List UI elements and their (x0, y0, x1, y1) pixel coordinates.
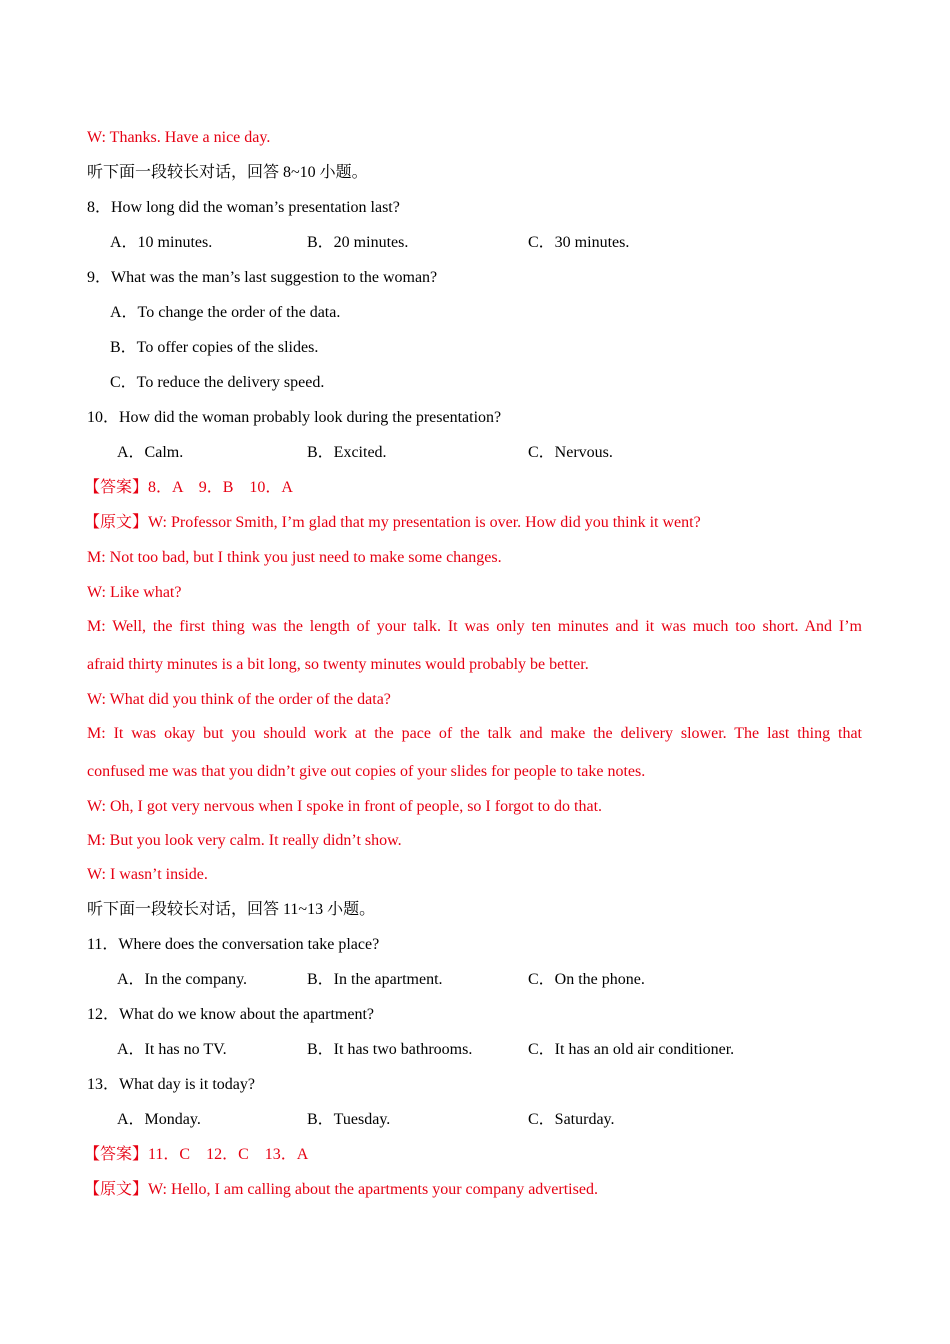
q13-option-a: A．Monday. (117, 1111, 201, 1128)
answer-values: 8．A 9．B 10．A (148, 479, 293, 496)
transcript-line: W: Thanks. Have a nice day. (87, 129, 271, 146)
q9-option-c: C．To reduce the delivery speed. (110, 374, 325, 391)
question-11: 11．Where does the conversation take place? (87, 936, 380, 953)
q11-option-b: B．In the apartment. (307, 971, 443, 988)
answer-key (84, 1145, 308, 1165)
q9-option-a: A．To change the order of the data. (110, 304, 341, 321)
q8-option-c: C．30 minutes. (528, 234, 630, 251)
transcript-line: W: What did you think of the order of the data? (87, 691, 391, 708)
q11-option-c: C．On the phone. (528, 971, 645, 988)
transcript-line: M: But you look very calm. It really didn’t show. (87, 832, 402, 849)
section-instruction: 听下面一段较长对话，回答 8~10 小题。 (87, 164, 368, 181)
answer-key (84, 478, 293, 498)
q8-option-a: A．10 minutes. (110, 234, 213, 251)
section-instruction: 听下面一段较长对话，回答 11~13 小题。 (87, 901, 376, 918)
transcript-tag: 【原文】 (84, 1181, 149, 1198)
transcript-line (84, 1180, 598, 1200)
transcript-line: M: Not too bad, but I think you just need to make some changes. (87, 549, 502, 566)
transcript-line: W: Oh, I got very nervous when I spoke in front of people, so I forgot to do that. (87, 798, 603, 815)
transcript-line: afraid thirty minutes is a bit long, so twenty minutes would probably be better. (87, 656, 589, 673)
q12-option-b: B．It has two bathrooms. (307, 1041, 473, 1058)
q9-option-b: B．To offer copies of the slides. (110, 339, 319, 356)
q12-option-a: A．It has no TV. (117, 1041, 227, 1058)
question-8: 8．How long did the woman’s presentation last? (87, 199, 400, 216)
answer-tag: 【答案】 (84, 1146, 149, 1163)
answer-tag: 【答案】 (84, 479, 149, 496)
transcript-tag: 【原文】 (84, 514, 149, 531)
q12-option-c: C．It has an old air conditioner. (528, 1041, 735, 1058)
answer-values: 11．C 12．C 13．A (148, 1146, 309, 1163)
transcript-line: M: It was okay but you should work at the pace of the talk and make the delivery slower. The last thing that (87, 725, 862, 742)
q10-option-a: A．Calm. (117, 444, 184, 461)
q13-option-c: C．Saturday. (528, 1111, 615, 1128)
q13-option-b: B．Tuesday. (307, 1111, 391, 1128)
transcript-line: confused me was that you didn’t give out copies of your slides for people to take notes. (87, 763, 646, 780)
question-13: 13．What day is it today? (87, 1076, 255, 1093)
q11-option-a: A．In the company. (117, 971, 248, 988)
q8-option-b: B．20 minutes. (307, 234, 409, 251)
q10-option-c: C．Nervous. (528, 444, 613, 461)
transcript-line: M: Well, the first thing was the length of your talk. It was only ten minutes and it was much too short. And I’m (87, 618, 862, 635)
transcript-line (84, 513, 701, 533)
question-9: 9．What was the man’s last suggestion to the woman? (87, 269, 438, 286)
q10-option-b: B．Excited. (307, 444, 387, 461)
question-10: 10．How did the woman probably look during the presentation? (87, 409, 502, 426)
transcript-line: W: I wasn’t inside. (87, 866, 208, 883)
transcript-line: W: Like what? (87, 584, 182, 601)
transcript-text: W: Hello, I am calling about the apartments your company advertised. (148, 1181, 598, 1198)
question-12: 12．What do we know about the apartment? (87, 1006, 375, 1023)
transcript-text: W: Professor Smith, I’m glad that my presentation is over. How did you think it went? (148, 514, 701, 531)
